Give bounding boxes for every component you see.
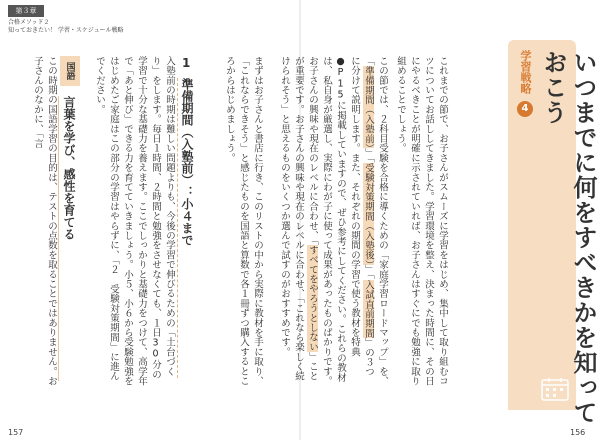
highlight-exam-period: 受験対策期間（入塾後） xyxy=(363,162,374,265)
page-number-left: 157 xyxy=(8,428,24,437)
calendar-icon xyxy=(541,377,569,401)
strategy-label: 学習戦略 xyxy=(519,50,532,94)
running-head-line2: 知っておきたい！ 学習・スケジュール戦略 xyxy=(8,27,124,34)
roadmap-text-d: 」の３つに分けて説明します。また、それぞれの期間の学習で使う教材を特典●P15に掲載していますので、ぜひ参考にしてください。これらの教材は、私自身が厳選し、実際にわが子に使って成果があったものばかりです。お子さんの興味や現在のレベルに合わせ、「 xyxy=(307,56,374,386)
section1-title: 準備期間（入塾前）：小４まで xyxy=(180,78,194,246)
roadmap-text-c: 」「 xyxy=(363,264,374,280)
section2-body: この時期の国語学習の目的は、テストの点数を取ることではありません。お子さんのなかに、「言 xyxy=(32,56,57,386)
chapter-title: いつまでに何をすべきかを知っておこう xyxy=(539,50,597,425)
page-number-right: 156 xyxy=(570,428,586,437)
intro-paragraph: これまでの節で、お子さんがスムーズに学習をはじめ、集中して取り組むコツについてお話ししてきました。学習環境を整え、決まった時間に、その日にやるべきことが明確に示されていれば、お子さんはすぐにでも勉強に取り組めることでしょう。 xyxy=(395,56,448,386)
section2-tag: 国語 xyxy=(60,56,80,86)
section2-title: 言葉を学び、感性を育てる xyxy=(62,96,76,240)
roadmap-text-b: 」「 xyxy=(363,148,374,163)
highlight-final-period: 入試直前期間 xyxy=(363,279,374,338)
roadmap-paragraph xyxy=(264,56,389,386)
section1-number: 1 xyxy=(182,56,191,70)
chapter-badge: 第３章 xyxy=(8,5,44,17)
highlight-dont-do-all: すべてをやろうとしない xyxy=(307,245,318,352)
bookstore-paragraph: まずはお子さんと書店に行き、このリストの中から実際に教材を手に取り、「これならできそう」と感じたものを国語と算数で各１冊ずつ購入するところからはじめましょう。 xyxy=(224,56,263,386)
running-head xyxy=(8,19,128,35)
strategy-number-badge: 4 xyxy=(517,101,533,117)
roadmap-text-a: この節では、２科目受験を合格に導くための「家庭学習ロードマップ」を、「 xyxy=(363,56,388,386)
running-head-line1: 合格メソッド２ xyxy=(8,19,50,26)
section1-body: 入塾前の時期は難しい問題よりも、今後の学習で伸びるための「土台づくり」をします。毎日１時間、２時間と勉強をさせなくても、１日30分の学習で十分な基礎力を養えます。ここでしっかりと基礎力をつけて、高学年で「あと伸び」できる力を育てていきましょう。小５、小６から受験勉強をはじめたご家庭はこの部分の学習はやらずに、「２ 受験対策期間」に進んでください。 xyxy=(94,56,175,386)
highlight-prep-period: 準備期間（入塾前） xyxy=(363,65,374,149)
roadmap-text-e: 」ことが重要です。お子さんの興味や現在のレベルに合わせ、「これなら楽しく続けられそう」と思えるものをいくつか選んで試すのがおすすめです。 xyxy=(279,56,318,382)
